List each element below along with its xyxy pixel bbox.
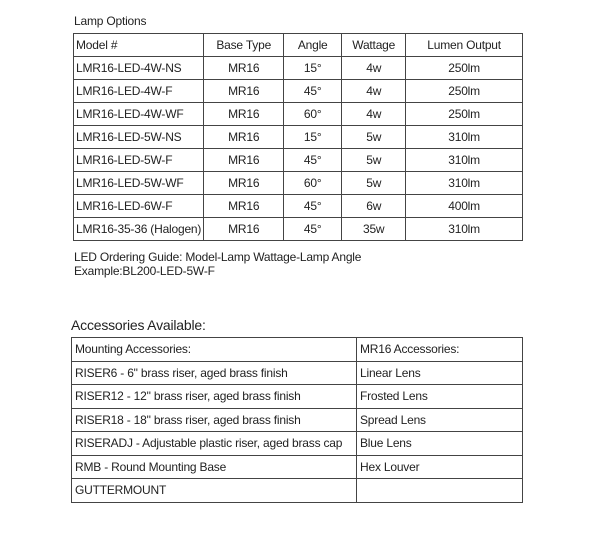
header-cell: MR16 Accessories:: [357, 338, 523, 362]
table-cell: MR16: [204, 126, 284, 149]
table-cell: 250lm: [406, 103, 523, 126]
header-cell: Lumen Output: [406, 34, 523, 57]
table-row: [74, 218, 523, 241]
table-cell: 5w: [342, 126, 406, 149]
header-cell: Base Type: [204, 34, 284, 57]
table-cell: 310lm: [406, 218, 523, 241]
table-cell: 60°: [284, 103, 342, 126]
table-row: [72, 432, 523, 456]
table-cell: Linear Lens: [357, 361, 523, 385]
table-cell: MR16: [204, 149, 284, 172]
table-row: [74, 126, 523, 149]
table-cell: Blue Lens: [357, 432, 523, 456]
table-cell: 45°: [284, 218, 342, 241]
table-cell: 35w: [342, 218, 406, 241]
ordering-example: Example:BL200-LED-5W-F: [74, 264, 215, 278]
table-row: [74, 195, 523, 218]
table-cell: 15°: [284, 57, 342, 80]
table-cell: MR16: [204, 195, 284, 218]
table-row: [74, 80, 523, 103]
table-cell: LMR16-LED-5W-NS: [74, 126, 204, 149]
table-cell: LMR16-LED-4W-WF: [74, 103, 204, 126]
table-cell: RISER6 - 6" brass riser, aged brass finish: [72, 361, 357, 385]
table-row: [74, 103, 523, 126]
table-cell: 250lm: [406, 80, 523, 103]
table-cell: 45°: [284, 149, 342, 172]
header-cell: Angle: [284, 34, 342, 57]
table-row: [72, 479, 523, 503]
header-cell: Model #: [74, 34, 204, 57]
table-cell: Spread Lens: [357, 408, 523, 432]
table-cell: RMB - Round Mounting Base: [72, 455, 357, 479]
accessories-title: Accessories Available:: [71, 317, 206, 333]
table-cell: 4w: [342, 80, 406, 103]
accessories-table: [71, 337, 523, 503]
table-row: [74, 172, 523, 195]
table-cell: 45°: [284, 80, 342, 103]
table-row: [74, 149, 523, 172]
table-cell: LMR16-LED-5W-WF: [74, 172, 204, 195]
table-cell: GUTTERMOUNT: [72, 479, 357, 503]
table-cell: 4w: [342, 103, 406, 126]
ordering-guide: LED Ordering Guide: Model-Lamp Wattage-Lamp Angle: [74, 250, 362, 264]
table-cell: 310lm: [406, 172, 523, 195]
table-cell: MR16: [204, 80, 284, 103]
table-cell: Frosted Lens: [357, 385, 523, 409]
table-cell: 4w: [342, 57, 406, 80]
table-cell: MR16: [204, 57, 284, 80]
table-cell: RISER12 - 12" brass riser, aged brass finish: [72, 385, 357, 409]
table-cell: 310lm: [406, 149, 523, 172]
table-row: [72, 361, 523, 385]
table-cell: LMR16-LED-6W-F: [74, 195, 204, 218]
table-cell: MR16: [204, 218, 284, 241]
table-cell: MR16: [204, 172, 284, 195]
header-row: [72, 338, 523, 362]
table-cell: 310lm: [406, 126, 523, 149]
table-cell: 400lm: [406, 195, 523, 218]
table-row: [72, 408, 523, 432]
table-cell: [357, 479, 523, 503]
table-row: [74, 57, 523, 80]
table-cell: Hex Louver: [357, 455, 523, 479]
lamp-options-table: [73, 33, 523, 241]
header-row: [74, 34, 523, 57]
table-cell: 5w: [342, 172, 406, 195]
table-cell: 5w: [342, 149, 406, 172]
table-row: [72, 455, 523, 479]
table-cell: LMR16-LED-4W-NS: [74, 57, 204, 80]
table-cell: LMR16-LED-5W-F: [74, 149, 204, 172]
header-cell: Mounting Accessories:: [72, 338, 357, 362]
table-cell: 45°: [284, 195, 342, 218]
table-cell: RISERADJ - Adjustable plastic riser, aged brass cap: [72, 432, 357, 456]
table-cell: 6w: [342, 195, 406, 218]
table-cell: 60°: [284, 172, 342, 195]
table-cell: 250lm: [406, 57, 523, 80]
table-cell: LMR16-LED-4W-F: [74, 80, 204, 103]
table-cell: RISER18 - 18" brass riser, aged brass finish: [72, 408, 357, 432]
table-cell: MR16: [204, 103, 284, 126]
table-row: [72, 385, 523, 409]
table-cell: 15°: [284, 126, 342, 149]
table-cell: LMR16-35-36 (Halogen): [74, 218, 204, 241]
header-cell: Wattage: [342, 34, 406, 57]
lamp-options-title: Lamp Options: [74, 14, 147, 28]
